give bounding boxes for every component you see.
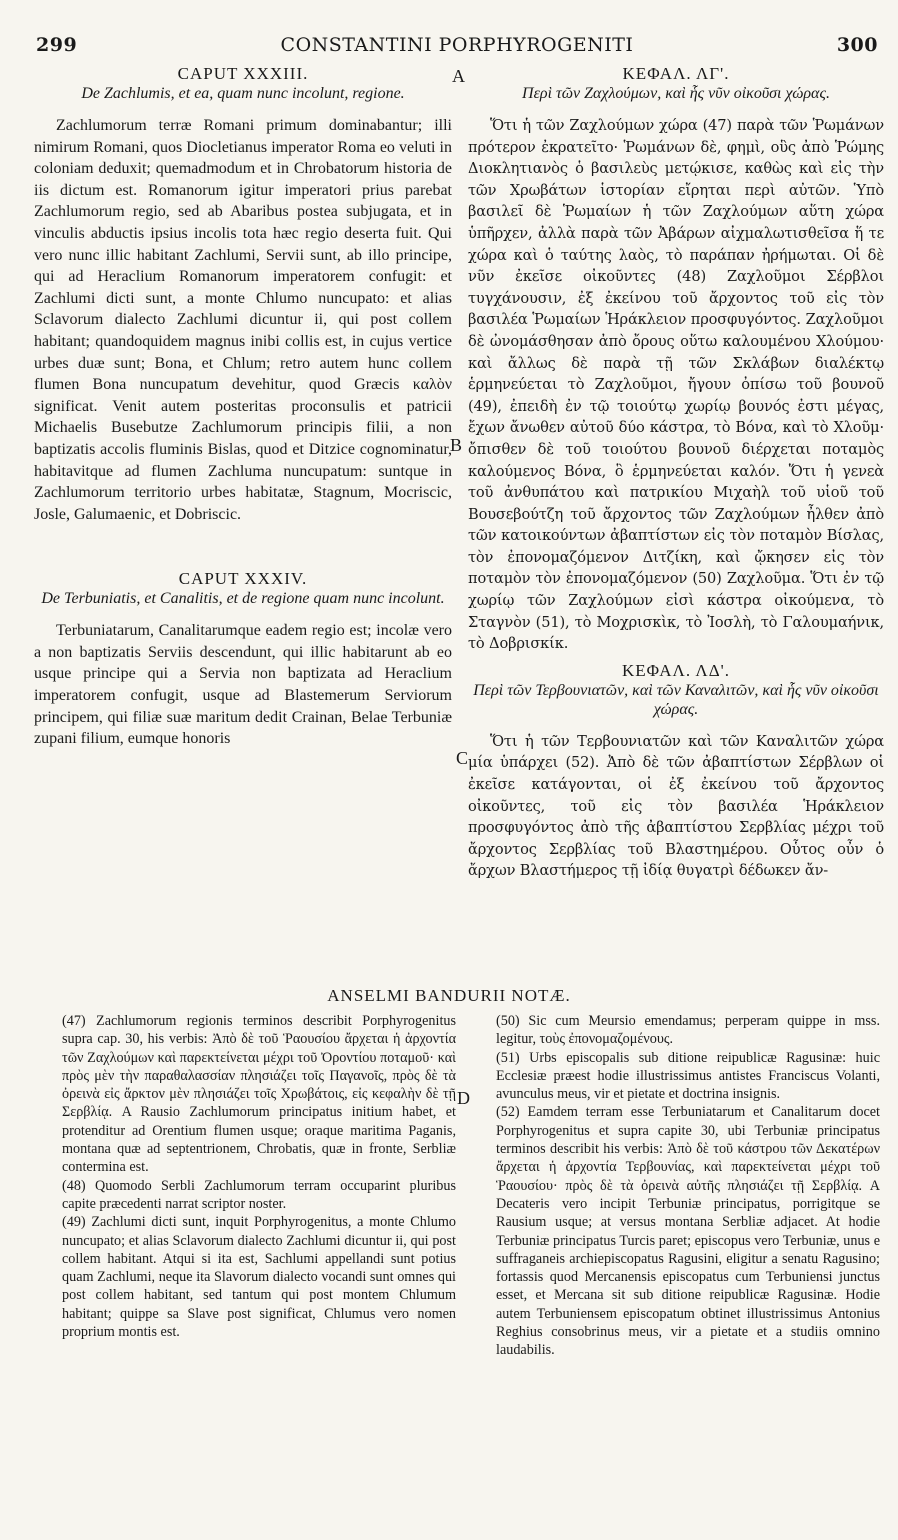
greek-column: [468, 64, 884, 982]
latin-chapter-34-title: CAPUT XXXIV.: [178, 569, 308, 589]
notes-right-column: [496, 1012, 880, 1402]
margin-marker-b: B: [450, 435, 463, 455]
greek-chapter-34-text: Ὅτι ἡ τῶν Τερβουνιατῶν καὶ τῶν Καναλιτῶν χώρα μία ὑπάρχει (52). Ἀπὸ δὲ τῶν ἀβαπτίστων Σέρβλων οἱ ἐκεῖσε κατάγονται, οἱ ἐξ ἐκείνου τοῦ ἄρχοντος οἰκοῦντες, τοῦ εἰς τὸν βασιλέα Ἡράκλειον προσφυγόντος ἀπὸ τῆς ἀβαπτίστου Σερβλίας μέχρι τοῦ ἄρχοντος Σερβλίας τοῦ Βλαστημέρου. Οὗτος οὖν ὁ ἄρχων Βλαστήμερος τῇ ἰδίᾳ θυγατρὶ δέδωκεν ἄν-: [468, 732, 884, 880]
note-49: (49) Zachlumi dicti sunt, inquit Porphyrogenitus, a monte Chlumo nuncupato; et alias Sclavorum dialecto Zachlumi dicuntur ii, qui post collem habitant. Atqui si ita est, Sachlumi appellandi sunt potius quam Zachlumi, neque ita Slavorum dialecto vocandi sunt omnes qui post collem habitant, sed tantum qui post montem Chlumum habitant; quippe sa Slave post significat, Chlumus vero nomen proprium montis est.: [62, 1214, 456, 1341]
running-head: [36, 34, 878, 58]
greek-chapter-33-text: Ὅτι ἡ τῶν Ζαχλούμων χώρα (47) παρὰ τῶν Ῥωμάνων πρότερον ἐκρατεῖτο· Ῥωμάνων δὲ, φημὶ, οὓς ἀπὸ Ῥώμης Διοκλητιανὸς ὁ βασιλεὺς μετῴκισε, καθὼς καὶ εἰς τὴν τῶν Χρωβάτων ἱστορίαν εἴρηται περὶ αὐτῶν. Ὑπὸ βασιλεῖ δὲ Ῥωμαίων ἡ τῶν Ζαχλούμων αὕτη χώρα ὑπῆρχεν, ἀλλὰ παρὰ τῶν Ἀβάρων αἰχμαλωτισθεῖσα ἥ τε χώρα καὶ ὁ ταύτης λαὸς, τὸ παράπαν ἠρήμωται. Οἱ δὲ νῦν ἐκεῖσε οἰκοῦντες (48) Ζαχλοῦμοι Σέρβλοι τυγχάνουσιν, ἐξ ἐκείνου τοῦ ἄρχοντος τοῦ εἰς τὸν βασιλέα Ῥωμαίων Ἡράκλειον προσφυγόντος. Ζαχλοῦμοι δὲ ὠνομάσθησαν ἀπὸ ὄρους οὕτω καλουμένου Χλούμου· καὶ ἄλλως δὲ παρὰ τῇ τῶν Σκλάβων διαλέκτῳ ἑρμηνεύεται τὸ Ζαχλοῦμοι, ἤγουν ὀπίσω τοῦ βουνοῦ (49), ἐπειδὴ ἐν τῷ τοιούτῳ χωρίῳ βουνός ἐστι μέγας, ἔχων ἄνωθεν αὐτοῦ δύο κάστρα, τὸ Βόνα, καὶ τὸ Χλοῦμ· ὄπισθεν δὲ τοῦ τοιούτου βουνοῦ διέρχεται ποταμὸς καλούμενος Βόνα, ὃ ἑρμηνεύεται καλόν. Ὅτι ἡ γενεὰ τοῦ ἀνθυπάτου καὶ πατρικίου Μιχαὴλ τοῦ υἱοῦ τοῦ Βουσεβούτζη τοῦ ἄρχοντος τῶν Ζαχλούμων ἦλθεν ἀπὸ τῶν κατοικούντων ἀβαπτίστων εἰς τὸν ποταμὸν Βίσλας, τὸν ἐπονομαζόμενον Διτζίκη, καὶ ᾤκησεν εἰς τὸν ποταμὸν τὸν ἐπονομαζόμενον (50) Ζαχλοῦμα. Ὅτι ἐν τῷ χωρίῳ τῶν Ζαχλούμων εἰσὶ κάστρα οἰκούμενα, τὸ Σταγνὸν (51), τὸ Μοχρισκὶκ, τὸ Ἰοσλὴ, τὸ Γαλουμαήνικ, τὸ Δοβρισκίκ.: [468, 117, 884, 653]
greek-chapter-33-title: ΚΕΦΑΛ. ΛΓ'.: [622, 64, 730, 83]
greek-chapter-33-subtitle: Περὶ τῶν Ζαχλούμων, καὶ ἧς νῦν οἰκοῦσι χώρας.: [522, 85, 830, 102]
note-52: (52) Eamdem terram esse Terbuniatarum et Canalitarum docet Porphyrogenitus et supra capite 30, ubi Terbuniæ principatus terminos describit his verbis: Ἀπὸ δὲ τοῦ κάστρου τῶν Δεκατέρων ἄρχεται ἡ ἀρχοντία Τερβουνίας, καὶ παρεκτείνεται μέχρι τοῦ Ῥαουσίου· πρὸς δὲ τὰ ὀρεινὰ αὐτῆς πλησιάζει τῇ Σερβλίᾳ. A Decateris vero incipit Terbuniæ principatus, porrigitque se Rausium usque; at versus montana Serbliæ adjacet. At hodie Terbuniæ principatus Turcis paret; episcopus vero Terbuniæ, unus e suffraganeis archiepiscopatus Ragusini, eligitur a senatu Ragusino; fortassis quod Mercanensis episcopatus cum Terbuniensi junctus esset, et Mercana sit sub ditione reipublicæ Ragusinæ. Hodie autem Terbuniensem episcopatum obtinet illustrissimus Antonius Reghius consobrinus meus, vir a pietate et a studiis omnino laudabilis.: [496, 1104, 880, 1359]
latin-chapter-33-subtitle: De Zachlumis, et ea, quam nunc incolunt, regione.: [81, 85, 405, 102]
greek-chapter-33: [468, 64, 884, 655]
margin-marker-d: D: [457, 1088, 470, 1108]
greek-chapter-34-title: ΚΕΦΑΛ. ΛΔ'.: [621, 660, 730, 680]
latin-chapter-33-title: CAPUT XXXIII.: [177, 64, 309, 83]
page-number-right: 300: [836, 34, 878, 56]
notes-left-column: [62, 1012, 456, 1472]
running-title: CONSTANTINI PORPHYROGENITI: [280, 34, 634, 56]
note-47: (47) Zachlumorum regionis terminos describit Porphyrogenitus supra cap. 30, his verbis: Ἀπὸ δὲ τοῦ Ῥαουσίου ἄρχεται ἡ ἀρχοντία τῶν Ζαχλούμων καὶ παρεκτείνεται μέχρι τοῦ Ὀροντίου ποταμοῦ· καὶ πρὸς μὲν τὴν παραθαλασσίαν πλησιάζει τοῖς Παγανοῖς, πρὸς δὲ τὰ ὀρεινὰ εἰς ἄρκτον μὲν πλησιάζει τοῖς Χρωβάτοις, εἰς κεφαλὴν δὲ τῇ Σερβλίᾳ. A Rausio Zachlumorum principatus initium habet, et protenditur ad Orentium flumen usque; oraque maritima Paganis, montana quæ ad septentrionem, Chrobatis, quæ in fronte, Serbliæ contermina est.: [62, 1013, 456, 1176]
greek-chapter-34: [468, 661, 884, 882]
margin-marker-a: A: [452, 66, 465, 86]
notes-title: ANSELMI BANDURII NOTÆ.: [327, 986, 571, 1005]
latin-chapter-34-text: Terbuniatarum, Canalitarumque eadem regio est; incolæ vero a non baptizatis Serviis descendunt, qui illic habitarunt ab eo usque principe qui a Servia non baptizata ad Heraclium imperatorem confugit, usque ad Blastemerum Serviorum principem, qui filiæ suæ maritum dedit Crainan, Belae Terbuniæ zupani filium, eumque honoris: [34, 622, 452, 748]
latin-column: [34, 64, 452, 982]
latin-chapter-33-text: Zachlumorum terræ Romani primum dominabantur; illi nimirum Romani, quos Diocletianus imperator Roma eo veluti in coloniam deduxit; quemadmodum et in Chrobatorum historia de iis dictum est. Romanorum igitur imperatori prius parebat Zachlumorum regio, sed ab Abaribus postea subjugata, et in vinculis abductis ipsius incolis tota hæc regio deserta fuit. Qui vero nunc illic habitant Zachlumi, Servii sunt, ab illo principe, qui ad Heraclium Romanorum imperatorem confugit: et Zachlumi dicti sunt, a monte Chlumo nuncupato: et alias Sclavorum dialecto Zachlumi dicuntur ii, qui post collem habitant; quandoquidem magnus inibi collis est, in cujus vertice urbes duæ sunt; Bona, et Chlum; retro autem hunc collem flumen Bona nuncupatum devehitur, quod Græcis καλὸν significat. Venit autem posteritas proconsulis et patricii Michaelis Busebutze Zachlumorum principis filii, a non baptizatis accolis fluminis Bislas, quod et Ditzice cognominatur, habitavitque ad flumen Zachluma nuncupatum: suntque in Zachlumorum territorio urbes habitatæ, Stagnum, Mocriscic, Josle, Galumaenic, et Dobriscic.: [34, 117, 452, 523]
note-50: (50) Sic cum Meursio emendamus; perperam quippe in mss. legitur, τοὺς ἐπονομαζομένους.: [496, 1013, 880, 1048]
note-51: (51) Urbs episcopalis sub ditione reipublicæ Ragusinæ: huic Ecclesiæ præest hodie illustrissimus antistes Franciscus Volanti, avunculus meus, vir et pietate et doctrina insignis.: [496, 1049, 880, 1103]
margin-marker-c: C: [456, 748, 469, 768]
page-number-left: 299: [36, 34, 78, 56]
latin-chapter-34: [34, 569, 452, 750]
note-48: (48) Quomodo Serbli Zachlumorum terram occuparint pluribus capite præcedenti narrat scriptor noster.: [62, 1177, 456, 1212]
latin-chapter-34-subtitle: De Terbuniatis, et Canalitis, et de regione quam nunc incolunt.: [41, 590, 445, 608]
latin-chapter-33: [34, 64, 452, 525]
greek-chapter-34-subtitle: Περὶ τῶν Τερβουνιατῶν, καὶ τῶν Καναλιτῶν, καὶ ἧς νῦν οἰκοῦσι χώρας.: [473, 681, 879, 718]
